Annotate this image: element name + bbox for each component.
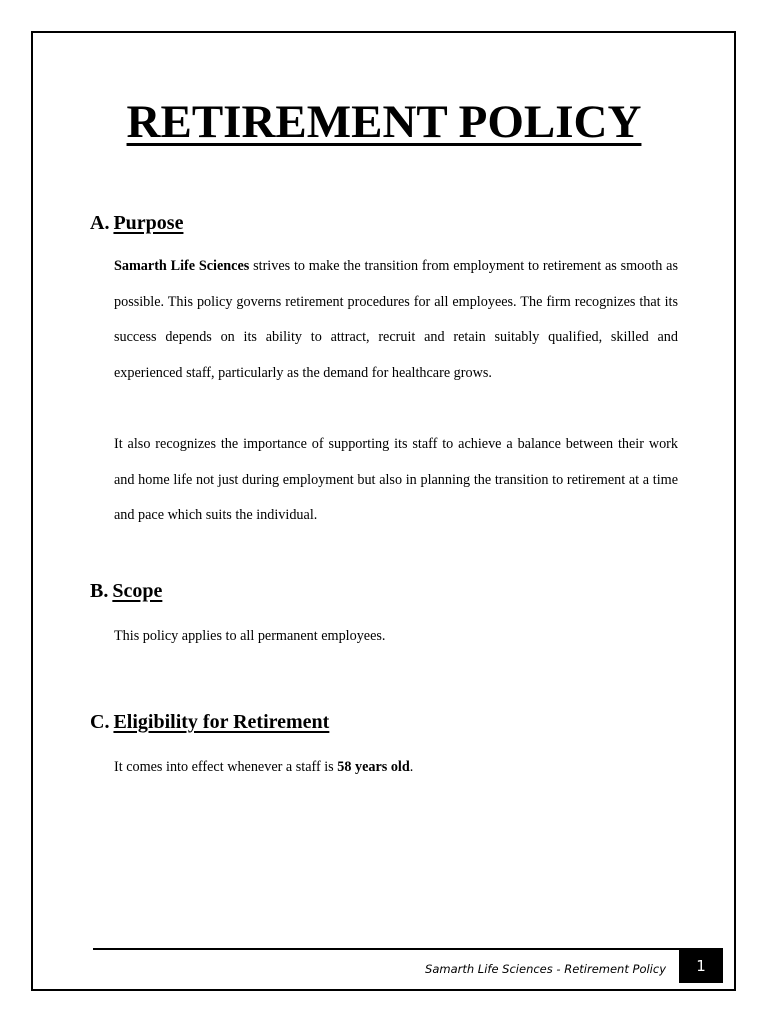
section-letter: B. — [90, 580, 109, 602]
section-heading-purpose — [90, 210, 183, 236]
section-letter: C. — [90, 711, 110, 733]
retirement-age: 58 years old — [337, 759, 410, 775]
paragraph-text: strives to make the transition from employment to retirement as smooth as possible. This policy governs retirement procedures for all employees. The firm recognizes that its success depends on its ability to attract, recruit and retain suitably qualified, skilled and experienced staff, particularly as the demand for healthcare grows. — [114, 258, 678, 382]
section-heading-scope — [90, 578, 162, 604]
section-title: Scope — [112, 580, 163, 602]
section-title: Purpose — [113, 212, 184, 234]
document-title: RETIREMENT POLICY — [126, 96, 642, 148]
footer-rule — [93, 948, 723, 950]
scope-text: This policy applies to all permanent employees. — [114, 628, 386, 644]
eligibility-text — [114, 757, 413, 777]
section-heading-eligibility — [90, 709, 329, 735]
paragraph-text: It also recognizes the importance of supporting its staff to achieve a balance between their work and home life not just during employment but also in planning the transition to retirement at a time and pace which suits the individual. — [114, 436, 678, 524]
eligibility-text-after: . — [409, 759, 414, 775]
section-title: Eligibility for Retirement — [113, 711, 330, 733]
page-number: 1 — [679, 950, 723, 983]
section-letter: A. — [90, 212, 110, 234]
company-name: Samarth Life Sciences — [114, 258, 250, 274]
purpose-paragraph-1 — [114, 249, 678, 392]
footer-text: Samarth Life Sciences - Retirement Policy — [425, 962, 666, 976]
eligibility-text-before: It comes into effect whenever a staff is — [114, 759, 338, 775]
purpose-paragraph-2 — [114, 427, 678, 534]
